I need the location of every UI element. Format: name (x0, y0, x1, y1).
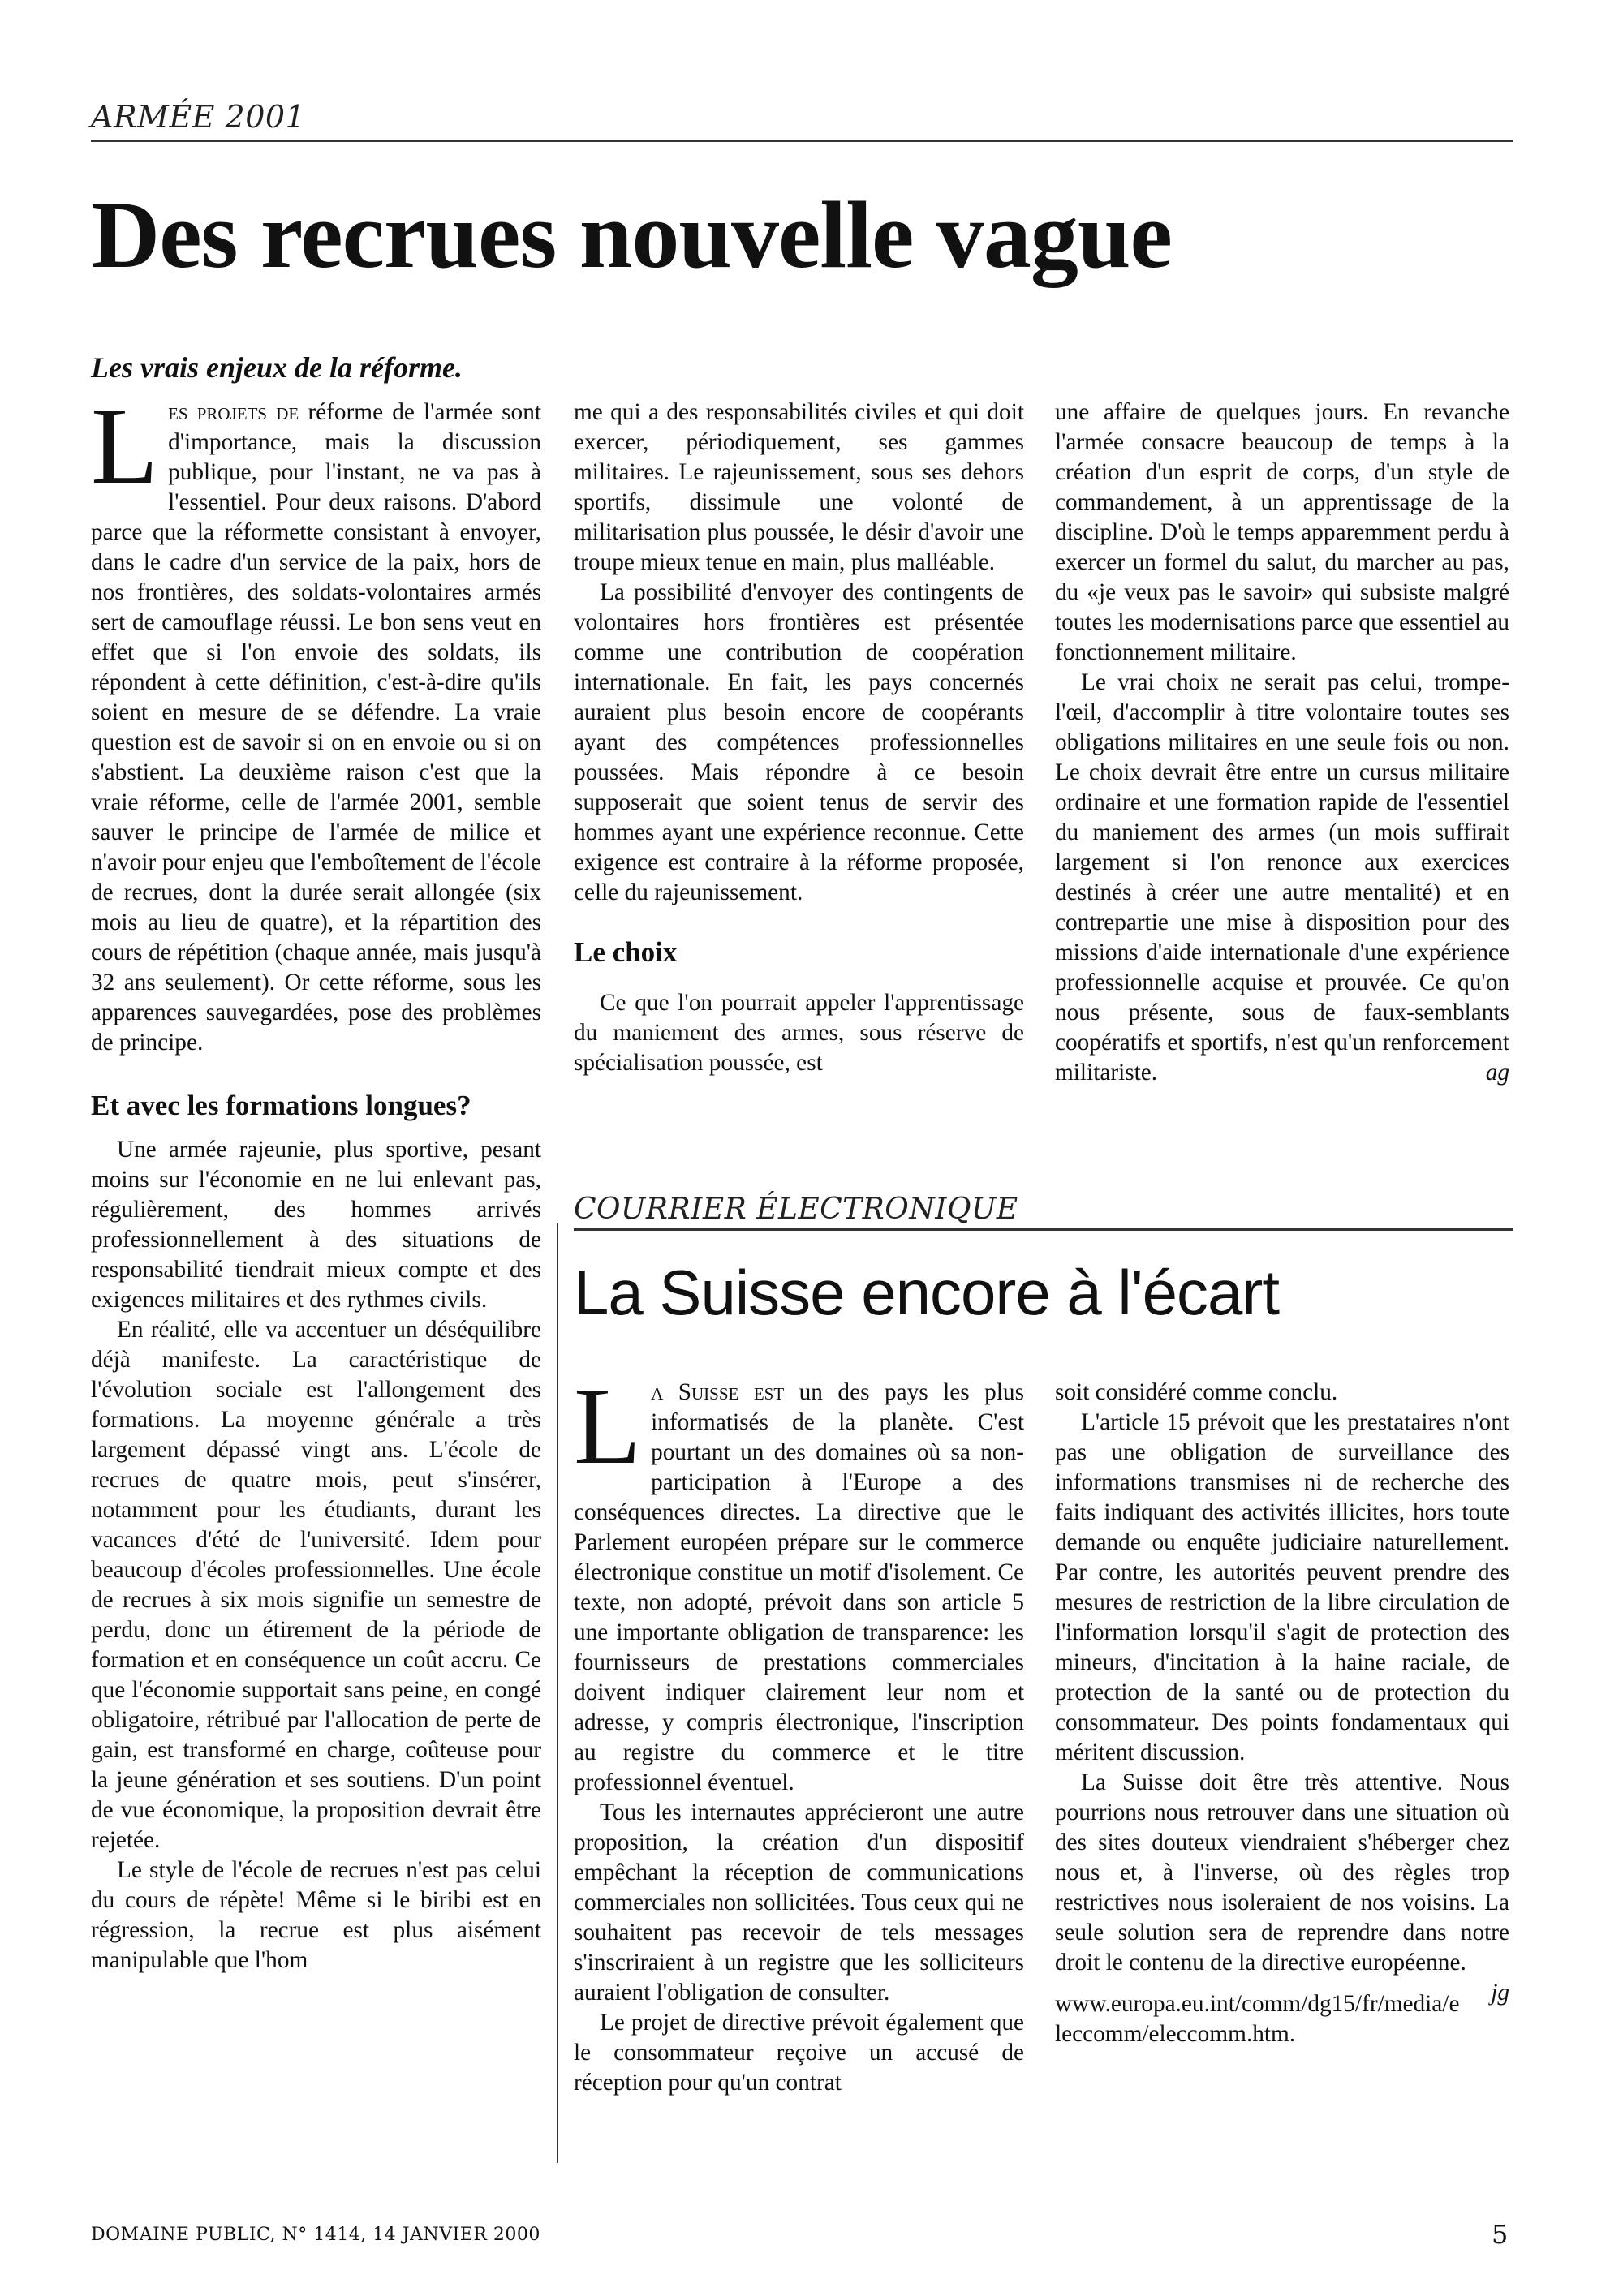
article2-url[interactable]: www.europa.eu.int/comm/dg15/fr/media/eleccomm/eleccomm.htm. (1055, 1991, 1460, 2047)
article2-p1-text: un des pays les plus informatisés de la planète. C'est pourtant un des domaines où sa non-participation à l'Europe a des conséquences directes. La directive que le Parlement européen prépare sur le commerce électronique constitue un motif d'isolement. Ce texte, non adopté, prévoit dans son article 5 une importante obligation de transparence: les fournisseurs de prestations commerciales doivent indiquer clairement leur nom et adresse, y compris électronique, l'inscription au registre du commerce et le titre professionnel éventuel. (574, 1379, 1024, 1795)
article2-paragraph-2: Tous les internautes apprécieront une autre proposition, la création d'un dispositif empêchant la réception de communications commerciales non sollicitées. Tous ceux qui ne souhaitent pas recevoir de tels messages s'inscriraient à un registre que les solliciteurs auraient l'obligation de consulter. (574, 1799, 1024, 2006)
article2-column-1 (574, 1365, 1024, 2098)
article1-s1-paragraph-2: En réalité, elle va accentuer un déséquilibre déjà manifeste. La caractéristique de l'évolution sociale est l'allongement des formations. La moyenne générale a très largement dépassé vingt ans. L'école de recrues de quatre mois, peut s'insérer, notamment pour les étudiants, durant les vacances d'été de l'université. Idem pour beaucoup d'écoles professionnelles. Une école de recrues à six mois signifie un semestre de perdu, donc un étirement de la période de formation et en conséquence un coût accru. Ce que l'économie supportait sans peine, en congé obligatoire, rétribué par l'allocation de perte de gain, est transformé en charge, coûteuse pour la jeune génération et ses soutiens. D'un point de vue économique, la proposition devrait être rejetée. (91, 1317, 541, 1853)
signature-jg: jg (1491, 1980, 1509, 2006)
top-rule (91, 140, 1513, 142)
article1-column-1 (91, 385, 541, 1976)
section-heading-choix: Le choix (574, 936, 678, 968)
article1-s1-paragraph-1: Une armée rajeunie, plus sportive, pesant moins sur l'économie en ne lui enlevant pas, régulièrement, des hommes arrivés professionnellement à des situations de responsabilité tiendrait mieux compte et des exigences militaires et des rythmes civils. (91, 1137, 541, 1313)
article2-title: La Suisse encore à l'écart (574, 1257, 1280, 1328)
rubric-armee: ARMÉE 2001 (91, 99, 306, 135)
page-number: 5 (1492, 2219, 1509, 2250)
rubric-courrier: COURRIER ÉLECTRONIQUE (574, 1193, 1018, 1226)
article2-paragraph-3: Le projet de directive prévoit également que le consommateur reçoive un accusé de réception pour qu'un contrat (574, 2010, 1024, 2096)
article1-c3-p2-text: Le vrai choix ne serait pas celui, trompe-l'œil, d'accomplir à titre volontaire toutes ses obligations militaires en une seule fois ou non. Le choix devrait être entre un cursus militaire ordinaire et une formation rapide de l'essentiel du maniement des armes (un mois suffirait largement si l'on renonce aux exercices destinés à créer une autre mentalité) et en contrepartie une mise à disposition pour des missions d'aide internationale d'une expérience professionnelle acquise et prouvée. Ce qu'on nous présente, sous de faux-semblants coopératifs et sportifs, n'est qu'un renforcement militariste. (1055, 669, 1509, 1086)
article1-s1-paragraph-3: Le style de l'école de recrues n'est pas celui du cours de répète! Même si le biribi est en régression, la recrue est plus aisément manipulable que l'hom (91, 1857, 541, 1973)
article2-c2-p3-text: La Suisse doit être très attentive. Nous pourrions nous retrouver dans une situation où des sites douteux viendraient s'héberger chez nous et, à l'inverse, où des règles trop restrictives nous isoleraient de nos voisins. La seule solution sera de reprendre dans notre droit le contenu de la directive européenne. (1055, 1769, 1509, 1976)
footer-publication: DOMAINE PUBLIC, N° 1414, 14 JANVIER 2000 (91, 2225, 540, 2245)
article2-column-2 (1055, 1378, 1509, 2049)
article1-column-2 (574, 398, 1024, 1078)
subhead: Les vrais enjeux de la réforme. (91, 351, 463, 384)
drop-cap-2: L (574, 1365, 642, 1487)
page-title: Des recrues nouvelle vague (91, 182, 1172, 288)
article1-c2-paragraph-2: La possibilité d'envoyer des contingents de volontaires hors frontières est présentée comme une contribution de coopération internationale. En fait, les pays concernés auraient plus besoin encore de coopérants ayant des compétences professionnelles poussées. Mais répondre à ce besoin supposerait que soient tenus de servir des hommes ayant une expérience reconnue. Cette exigence est contraire à la réforme proposée, celle du rajeunissement. (574, 579, 1024, 905)
section-heading-formations: Et avec les formations longues? (91, 1090, 471, 1121)
article2-c2-paragraph-3 (1055, 1768, 1509, 2006)
article2-c2-paragraph-1: soit considéré comme conclu. (1055, 1379, 1338, 1405)
article1-c2-paragraph-3: Ce que l'on pourrait appeler l'apprentissage du maniement des armes, sous réserve de spécialisation poussée, est (574, 990, 1024, 1076)
article2-paragraph-1 (574, 1365, 1024, 1798)
article1-c3-paragraph-2 (1055, 668, 1509, 1088)
lead-small-caps-2: a Suisse est (651, 1379, 785, 1405)
column-divider (557, 1223, 558, 2163)
article1-c2-paragraph-1: me qui a des responsabilités civiles et qui doit exercer, périodiquement, ses gammes militaires. Le rajeunissement, sous ses dehors sportifs, dissimule une volonté de militarisation plus poussée, le désir d'avoir une troupe mieux tenue en main, plus malléable. (574, 399, 1024, 575)
article2-c2-paragraph-2: L'article 15 prévoit que les prestataires n'ont pas une obligation de surveillance des informations transmises ni de recherche des faits indiquant des activités illicites, hors toute demande ou enquête judiciaire naturellement. Par contre, les autorités peuvent prendre des mesures de restriction de la libre circulation de l'information lorsqu'il s'agit de protection des mineurs, d'incitation à la haine raciale, de protection de la santé ou de protection du consommateur. Des points fondamentaux qui méritent discussion. (1055, 1409, 1509, 1765)
lead-small-caps: es projets de (168, 399, 299, 425)
article1-c3-paragraph-1: une affaire de quelques jours. En revanche l'armée consacre beaucoup de temps à la création d'un esprit de corps, d'un style de commandement, à un apprentissage de la discipline. D'où le temps apparemment perdu à exercer un formel du salut, du marcher au pas, du «je veux pas le savoir» qui subsiste malgré toutes les modernisations parce que essentiel au fonctionnement militaire. (1055, 399, 1509, 665)
article1-column-3 (1055, 398, 1509, 1088)
drop-cap: L (91, 385, 159, 507)
article1-p1-text: réforme de l'armée sont d'importance, mais la discussion publique, pour l'instant, ne va pas à l'essentiel. Pour deux raisons. D'abord parce que la réformette consistant à envoyer, dans le cadre d'un service de la paix, hors de nos frontières, des soldats-volontaires armés sert de camouflage réussi. Le bon sens veut en effet que si l'on envoie des soldats, ils répondent à cette définition, c'est-à-dire qu'ils soient en mesure de se défendre. La vraie question est de savoir si on en envoie ou si on s'abstient. La deuxième raison c'est que la vraie réforme, celle de l'armée 2001, semble sauver le principe de l'armée de milice et n'avoir pour enjeu que l'emboîtement de l'école de recrues, dont la durée serait allongée (six mois au lieu de quatre), et la répartition des cours de répétition (chaque année, mais jusqu'à 32 ans seulement). Or cette réforme, sous les apparences sauvegardées, pose des problèmes de principe. (91, 399, 541, 1056)
signature-ag: ag (1485, 1060, 1509, 1086)
article2-rule (574, 1228, 1513, 1231)
article1-paragraph-1 (91, 385, 541, 1058)
